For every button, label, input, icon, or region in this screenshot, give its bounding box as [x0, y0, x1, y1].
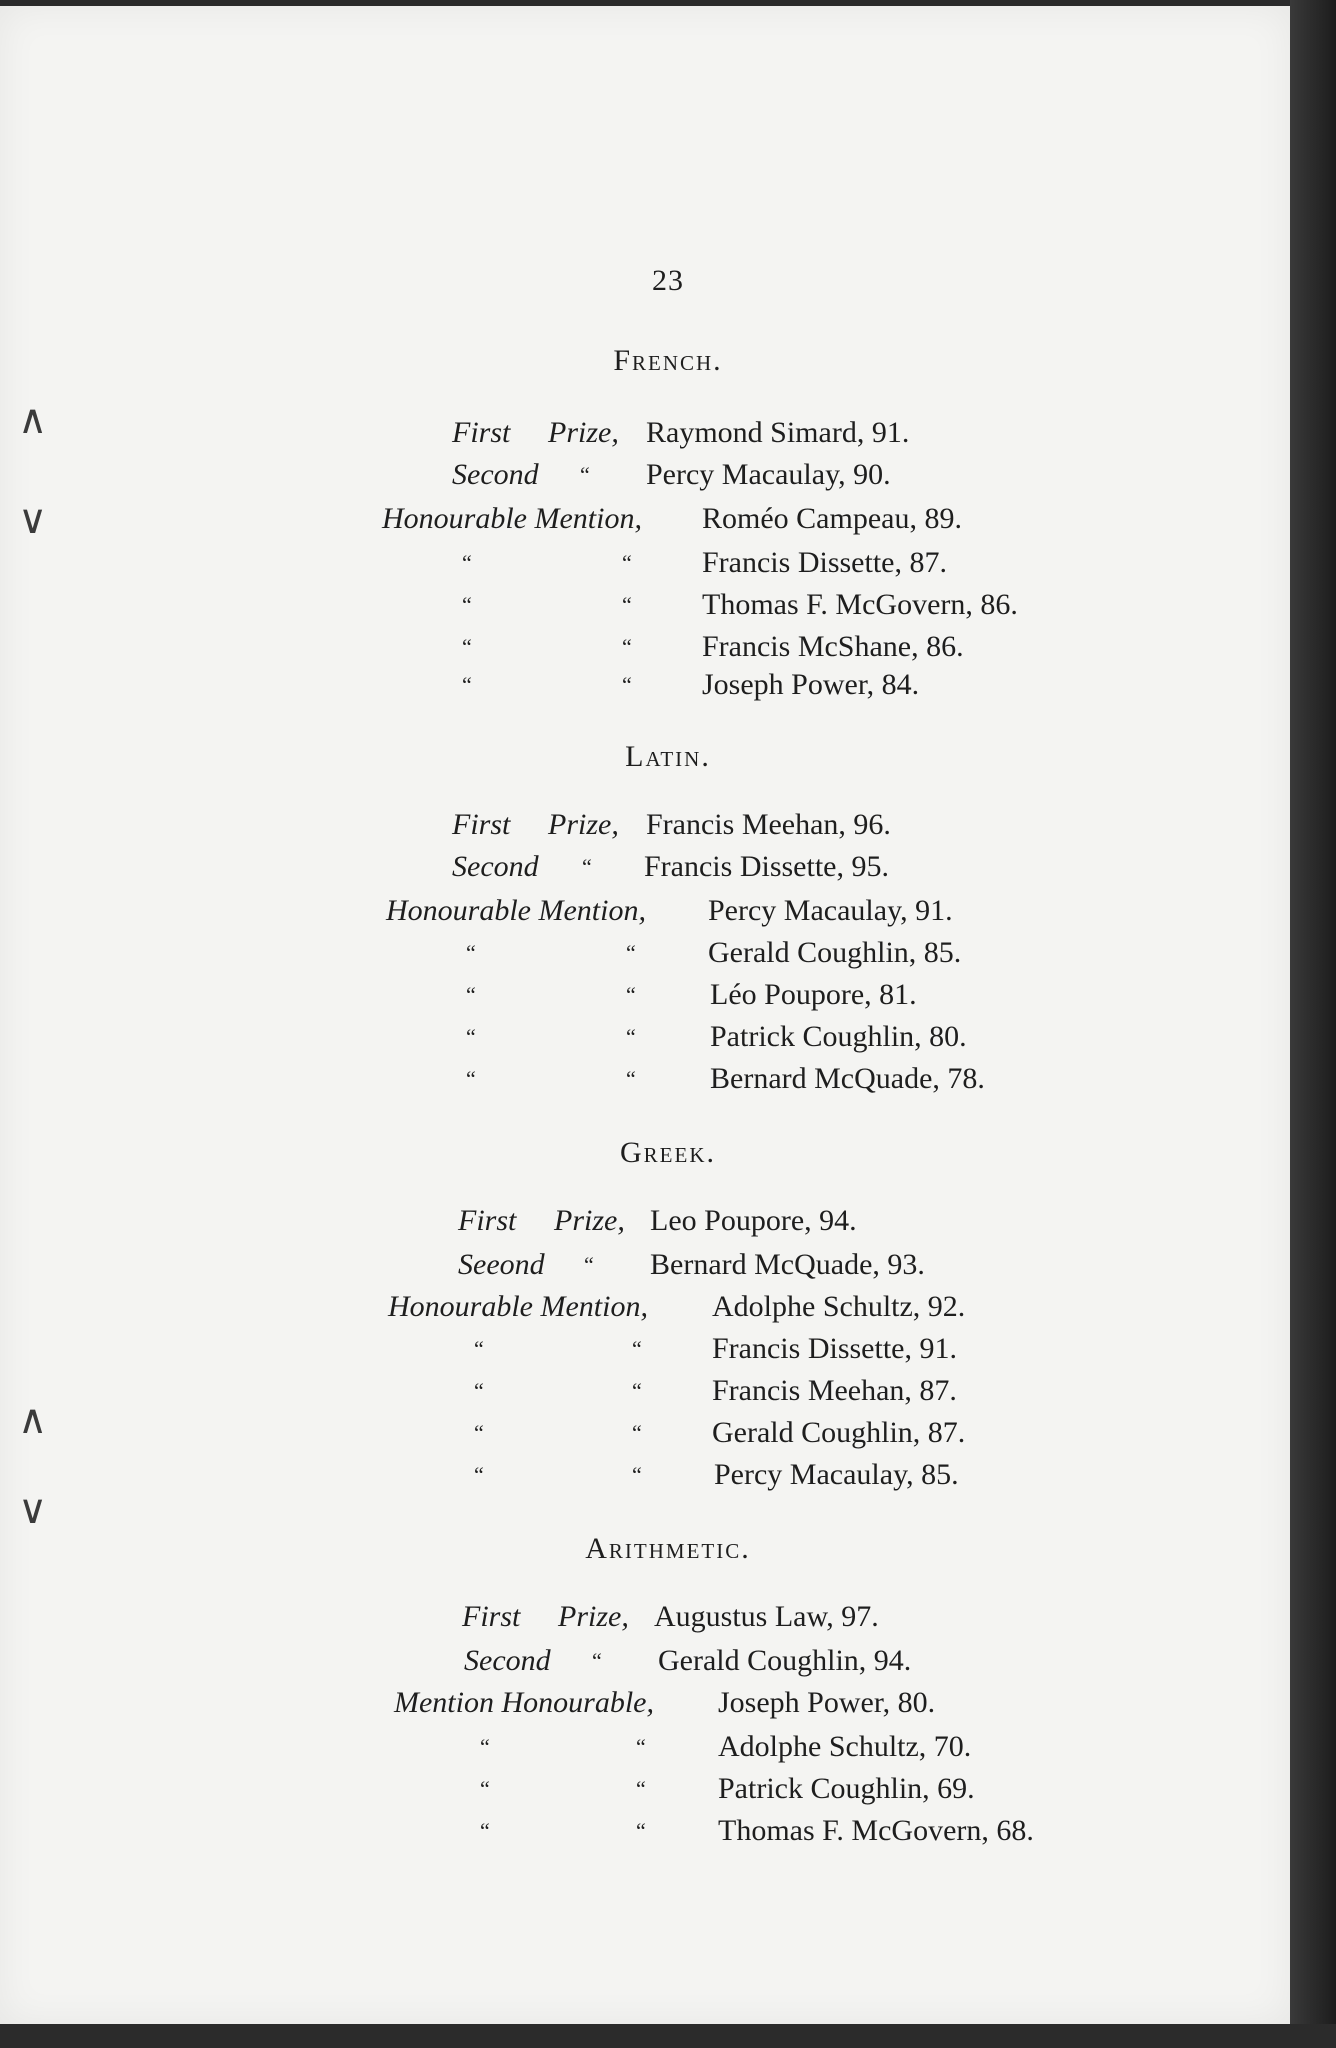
ditto-mark: “ — [480, 1776, 490, 1801]
prize-label: Prize, — [558, 1600, 629, 1633]
ditto-mark: “ — [462, 592, 472, 617]
ditto-mark: “ — [626, 1024, 636, 1049]
ditto-mark: “ — [466, 1066, 476, 1091]
ditto-mark: “ — [632, 1336, 642, 1361]
first-prize-entry: Augustus Law, 97. — [654, 1600, 879, 1633]
ditto-mark: “ — [622, 634, 632, 659]
ditto-entry: Bernard McQuade, 78. — [710, 1062, 985, 1095]
ditto-mark: “ — [632, 1420, 642, 1445]
second-label: Second — [464, 1644, 551, 1677]
mention-entry: Percy Macaulay, 91. — [708, 894, 953, 927]
ditto-entry: Thomas F. McGovern, 86. — [702, 588, 1018, 621]
section-heading-arithmetic: Arithmetic. — [585, 1532, 751, 1565]
second-prize-entry: Gerald Coughlin, 94. — [658, 1644, 912, 1677]
second-label: Second — [452, 458, 539, 491]
mention-entry: Joseph Power, 80. — [718, 1686, 936, 1719]
ditto-mark: “ — [626, 1066, 636, 1091]
mention-label: Honourable Mention, — [382, 502, 642, 535]
first-label: First — [452, 416, 511, 449]
ditto-entry: Patrick Coughlin, 69. — [718, 1772, 975, 1805]
ditto-mark: “ — [632, 1378, 642, 1403]
binding-stitch-icon: ∨ — [18, 1487, 48, 1533]
first-label: First — [458, 1204, 517, 1237]
ditto-entry: Francis Dissette, 91. — [712, 1332, 957, 1365]
ditto-mark: “ — [582, 854, 592, 879]
ditto-mark: “ — [474, 1420, 484, 1445]
ditto-mark: “ — [626, 940, 636, 965]
mention-label: Mention Honourable, — [394, 1686, 654, 1719]
ditto-mark: “ — [474, 1336, 484, 1361]
ditto-mark: “ — [622, 550, 632, 575]
ditto-entry: Francis McShane, 86. — [702, 630, 964, 663]
ditto-mark: “ — [592, 1648, 602, 1673]
ditto-mark: “ — [480, 1734, 490, 1759]
ditto-entry: Thomas F. McGovern, 68. — [718, 1814, 1034, 1847]
ditto-mark: “ — [622, 592, 632, 617]
first-label: First — [452, 808, 511, 841]
ditto-mark: “ — [636, 1776, 646, 1801]
mention-entry: Roméo Campeau, 89. — [702, 502, 962, 535]
ditto-entry: Percy Macaulay, 85. — [714, 1458, 959, 1491]
ditto-entry: Francis Dissette, 87. — [702, 546, 947, 579]
ditto-entry: Francis Meehan, 87. — [712, 1374, 957, 1407]
ditto-mark: “ — [466, 940, 476, 965]
book-page — [0, 6, 1290, 2024]
ditto-entry: Adolphe Schultz, 70. — [718, 1730, 972, 1763]
section-heading-latin: Latin. — [625, 740, 711, 773]
ditto-entry: Léo Poupore, 81. — [710, 978, 917, 1011]
ditto-mark: “ — [466, 982, 476, 1007]
page-number: 23 — [652, 264, 684, 297]
second-prize-entry: Bernard McQuade, 93. — [650, 1248, 925, 1281]
mention-entry: Adolphe Schultz, 92. — [712, 1290, 966, 1323]
first-prize-entry: Raymond Simard, 91. — [646, 416, 910, 449]
second-label: Seeond — [458, 1248, 545, 1281]
first-prize-entry: Leo Poupore, 94. — [650, 1204, 857, 1237]
ditto-mark: “ — [622, 672, 632, 697]
ditto-entry: Joseph Power, 84. — [702, 668, 920, 701]
first-prize-entry: Francis Meehan, 96. — [646, 808, 891, 841]
prize-label: Prize, — [548, 808, 619, 841]
ditto-entry: Patrick Coughlin, 80. — [710, 1020, 967, 1053]
ditto-mark: “ — [636, 1818, 646, 1843]
ditto-entry: Gerald Coughlin, 85. — [708, 936, 962, 969]
prize-label: Prize, — [548, 416, 619, 449]
ditto-mark: “ — [462, 634, 472, 659]
ditto-mark: “ — [474, 1378, 484, 1403]
ditto-mark: “ — [636, 1734, 646, 1759]
page-edge-right — [1290, 0, 1336, 2048]
page-edge-bottom — [0, 2024, 1336, 2048]
ditto-mark: “ — [474, 1462, 484, 1487]
ditto-mark: “ — [580, 462, 590, 487]
binding-stitch-icon: ∨ — [18, 497, 48, 543]
ditto-mark: “ — [584, 1252, 594, 1277]
mention-label: Honourable Mention, — [386, 894, 646, 927]
second-prize-entry: Francis Dissette, 95. — [644, 850, 889, 883]
ditto-entry: Gerald Coughlin, 87. — [712, 1416, 966, 1449]
binding-stitch-icon: ∧ — [18, 1397, 48, 1443]
second-label: Second — [452, 850, 539, 883]
second-prize-entry: Percy Macaulay, 90. — [646, 458, 891, 491]
mention-label: Honourable Mention, — [388, 1290, 648, 1323]
binding-stitch-icon: ∧ — [18, 397, 48, 443]
ditto-mark: “ — [626, 982, 636, 1007]
ditto-mark: “ — [462, 550, 472, 575]
ditto-mark: “ — [462, 672, 472, 697]
first-label: First — [462, 1600, 521, 1633]
ditto-mark: “ — [632, 1462, 642, 1487]
prize-label: Prize, — [554, 1204, 625, 1237]
section-heading-greek: Greek. — [620, 1136, 716, 1169]
ditto-mark: “ — [466, 1024, 476, 1049]
section-heading-french: French. — [613, 344, 723, 377]
ditto-mark: “ — [480, 1818, 490, 1843]
